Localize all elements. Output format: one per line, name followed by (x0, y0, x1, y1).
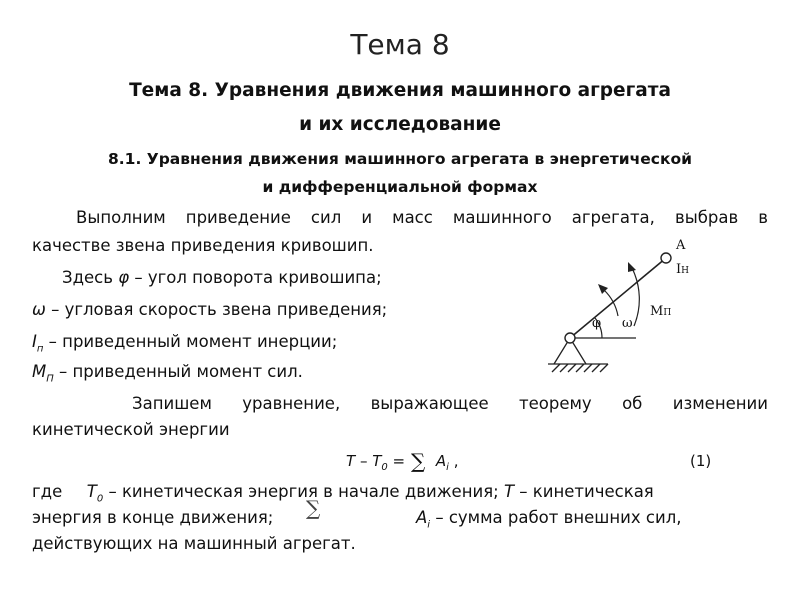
where-T0-sub: 0 (96, 493, 104, 505)
label-inertia-sub: Н (681, 266, 689, 276)
where-word: где (32, 482, 63, 501)
label-inertia (676, 262, 689, 277)
eq-T0: T (372, 452, 382, 470)
label-moment (650, 304, 671, 319)
label-inertia-main: I (676, 262, 682, 277)
subheading-line-1: 8.1. Уравнения движения машинного агрегата в энергетической (108, 150, 692, 168)
label-phi: φ (592, 316, 602, 331)
label-moment-sub: П (663, 308, 672, 318)
moment-arc (632, 268, 639, 326)
where-T-desc: – кинетическая (519, 482, 654, 501)
definition-omega (32, 300, 387, 319)
eq-A: A (435, 452, 447, 470)
crank-diagram (540, 232, 720, 382)
where-line-2a: энергия в конце движения; (32, 508, 274, 527)
moment-subscript: П (46, 373, 54, 385)
eq-minus: – (355, 452, 373, 470)
slide-title: Тема 8 (350, 28, 450, 61)
omega-description: – угловая скорость звена приведения; (45, 300, 388, 319)
where-A-desc: – сумма работ внешних сил, (435, 508, 682, 527)
label-moment-main: M (650, 304, 664, 319)
inertia-symbol: I (32, 332, 37, 351)
pivot-joint (565, 333, 575, 343)
paragraph-1-line-1: Выполним приведение сил и масс машинного агрегата, выбрав в (76, 208, 768, 227)
moment-arrowhead (628, 262, 636, 272)
point-a-joint (661, 253, 671, 263)
definition-intro: Здесь (62, 268, 113, 287)
heading-line-1: Тема 8. Уравнения движения машинного агрегата (129, 80, 671, 101)
phi-symbol: φ (118, 268, 130, 287)
eq-T0-sub: 0 (381, 462, 388, 473)
paragraph-2-line-1: Запишем уравнение, выражающее теорему об изменении (132, 394, 768, 413)
definition-phi (62, 268, 382, 287)
where-line-2b (416, 508, 682, 530)
eq-T: T (346, 452, 356, 470)
omega-symbol: ω (32, 300, 46, 319)
where-T0: T (86, 482, 97, 501)
inertia-subscript: п (36, 343, 44, 355)
equation-number: (1) (690, 452, 712, 470)
moment-description: – приведенный момент сил. (53, 362, 303, 381)
eq-equals: = (387, 452, 410, 470)
sum-symbol-ghost: ∑ (306, 496, 321, 520)
eq-comma: , (448, 452, 459, 470)
where-T0-desc: – кинетическая энергия в начале движения; (108, 482, 499, 501)
where-line-3: действующих на машинный агрегат. (32, 534, 356, 553)
sum-symbol: ∑ (411, 449, 426, 473)
crank-link (570, 258, 666, 338)
where-T: T (503, 482, 515, 501)
phi-description: – угол поворота кривошипа; (129, 268, 382, 287)
where-A-sub: i (427, 519, 431, 531)
label-omega: ω (622, 316, 633, 331)
inertia-description: – приведенный момент инерции; (43, 332, 338, 351)
definition-moment (32, 362, 303, 384)
eq-A-sub: i (446, 462, 449, 473)
paragraph-1-line-2: качестве звена приведения кривошип. (32, 236, 374, 255)
where-A: A (416, 508, 428, 527)
ground-support (548, 338, 608, 372)
subheading-line-2: и дифференциальной формах (262, 178, 538, 196)
moment-symbol: M (32, 362, 47, 381)
paragraph-2-line-2: кинетической энергии (32, 420, 230, 439)
heading-line-2: и их исследование (299, 114, 501, 135)
label-a: A (676, 238, 686, 253)
equation (346, 452, 458, 473)
definition-inertia (32, 332, 337, 354)
where-line-1 (32, 482, 768, 504)
